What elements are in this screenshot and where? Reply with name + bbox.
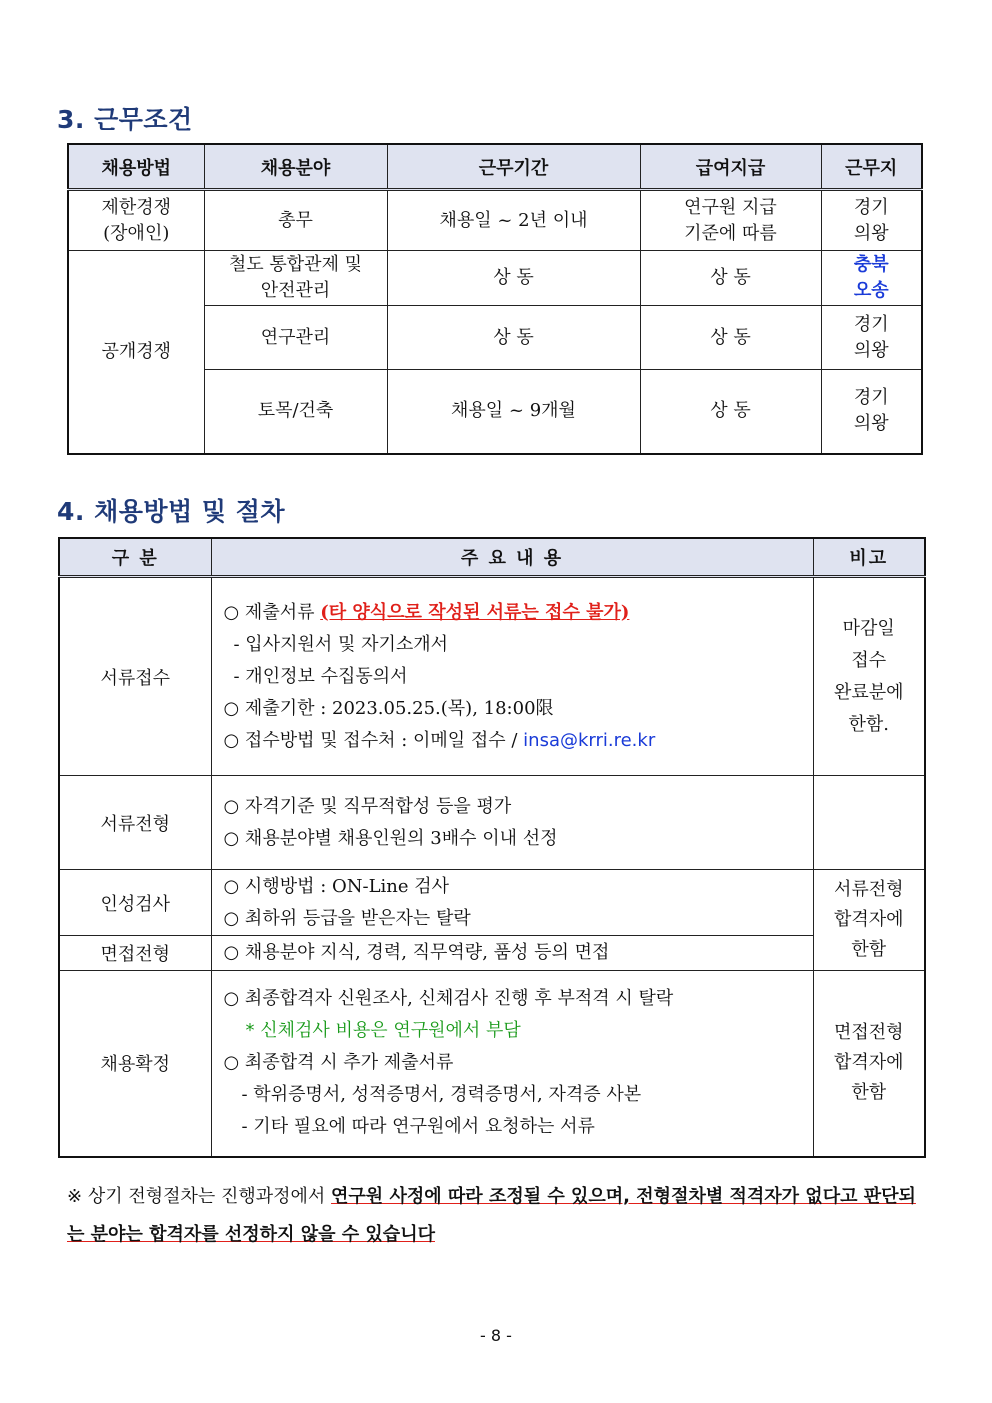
email-link[interactable]: insa@krri.re.kr (523, 729, 656, 751)
remarks-cell: 면접전형 합격자에 한함 (813, 971, 925, 1157)
header-content: 주 요 내 용 (211, 538, 813, 577)
red-warning-text: (타 양식으로 작성된 서류는 접수 불가) (320, 601, 630, 623)
table-row (59, 971, 925, 1157)
pay-cell: 상 동 (640, 370, 821, 454)
category-cell: 서류접수 (59, 577, 211, 776)
period-cell: 채용일 ~ 9개월 (387, 370, 640, 454)
remarks-cell: 마감일 접수 완료분에 한함. (813, 577, 925, 776)
footnote-emphasis: 연구원 사정에 따라 조정될 수 있으며, 전형절차별 적격자가 없다고 판단되는 분야는 합격자를 선정하지 않을 수 있습니다 (67, 1186, 916, 1245)
header-location: 근무지 (821, 144, 922, 190)
recruitment-procedure-table (58, 537, 926, 1158)
category-cell: 면접전형 (59, 936, 211, 971)
content-cell: ○ 최종합격자 신원조사, 신체검사 진행 후 부적격 시 탈락 * 신체검사 비용은 연구원에서 부담 ○ 최종합격 시 추가 제출서류 - 학위증명서, 성적증명서, 경력증명서, 자격증 사본 - 기타 필요에 따라 연구원에서 요청하는 서류 (211, 971, 813, 1157)
location-cell: 경기 의왕 (821, 306, 922, 370)
table-row (68, 190, 922, 251)
reference-mark: ※ (67, 1186, 83, 1207)
content-cell: ○ 자격기준 및 직무적합성 등을 평가 ○ 채용분야별 채용인원의 3배수 이내 선정 (211, 776, 813, 870)
pay-cell: 상 동 (640, 306, 821, 370)
content-cell: ○ 시행방법 : ON-Line 검사 ○ 최하위 등급을 받은자는 탈락 (211, 870, 813, 936)
section4-title: 4. 채용방법 및 절차 (57, 497, 286, 526)
location-cell: 경기 의왕 (821, 370, 922, 454)
period-cell: 채용일 ~ 2년 이내 (387, 190, 640, 251)
content-cell: ○ 채용분야 지식, 경력, 직무역량, 품성 등의 면접 (211, 936, 813, 971)
table-row (59, 936, 925, 971)
green-note-text: * 신체검사 비용은 연구원에서 부담 (245, 1020, 521, 1042)
location-cell: 경기 의왕 (821, 190, 922, 251)
category-cell: 채용확정 (59, 971, 211, 1157)
header-category: 구 분 (59, 538, 211, 577)
header-period: 근무기간 (387, 144, 640, 190)
method-cell: 공개경쟁 (68, 251, 204, 454)
page-number: - 8 - (480, 1326, 512, 1345)
work-conditions-table (67, 143, 923, 455)
location-cell: 충북 오송 (821, 251, 922, 306)
footnote: ※ 상기 전형절차는 진행과정에서 연구원 사정에 따라 조정될 수 있으며, 전형절차별 적격자가 없다고 판단되는 분야는 합격자를 선정하지 않을 수 있습니다 (67, 1186, 916, 1245)
category-cell: 인성검사 (59, 870, 211, 936)
table-header-row (68, 144, 922, 190)
field-cell: 철도 통합관제 및 안전관리 (204, 251, 387, 306)
table-row (59, 870, 925, 936)
remarks-cell: 서류전형 합격자에 한함 (813, 870, 925, 971)
content-cell: ○ 제출서류 (타 양식으로 작성된 서류는 접수 불가) - 입사지원서 및 자기소개서 - 개인정보 수집동의서 ○ 제출기한 : 2023.05.25.(목), 18:00限 ○ 접수방법 및 접수처 : 이메일 접수 / insa@krri.re.kr (211, 577, 813, 776)
header-field: 채용분야 (204, 144, 387, 190)
period-cell: 상 동 (387, 306, 640, 370)
pay-cell: 상 동 (640, 251, 821, 306)
category-cell: 서류전형 (59, 776, 211, 870)
field-cell: 연구관리 (204, 306, 387, 370)
pay-cell: 연구원 지급 기준에 따름 (640, 190, 821, 251)
period-cell: 상 동 (387, 251, 640, 306)
header-method: 채용방법 (68, 144, 204, 190)
field-cell: 토목/건축 (204, 370, 387, 454)
remarks-cell (813, 776, 925, 870)
table-row (68, 251, 922, 306)
header-remarks: 비고 (813, 538, 925, 577)
field-cell: 총무 (204, 190, 387, 251)
method-cell: 제한경쟁 (장애인) (68, 190, 204, 251)
table-row (59, 776, 925, 870)
section3-title: 3. 근무조건 (57, 105, 193, 134)
table-header-row (59, 538, 925, 577)
header-pay: 급여지급 (640, 144, 821, 190)
table-row (59, 577, 925, 776)
